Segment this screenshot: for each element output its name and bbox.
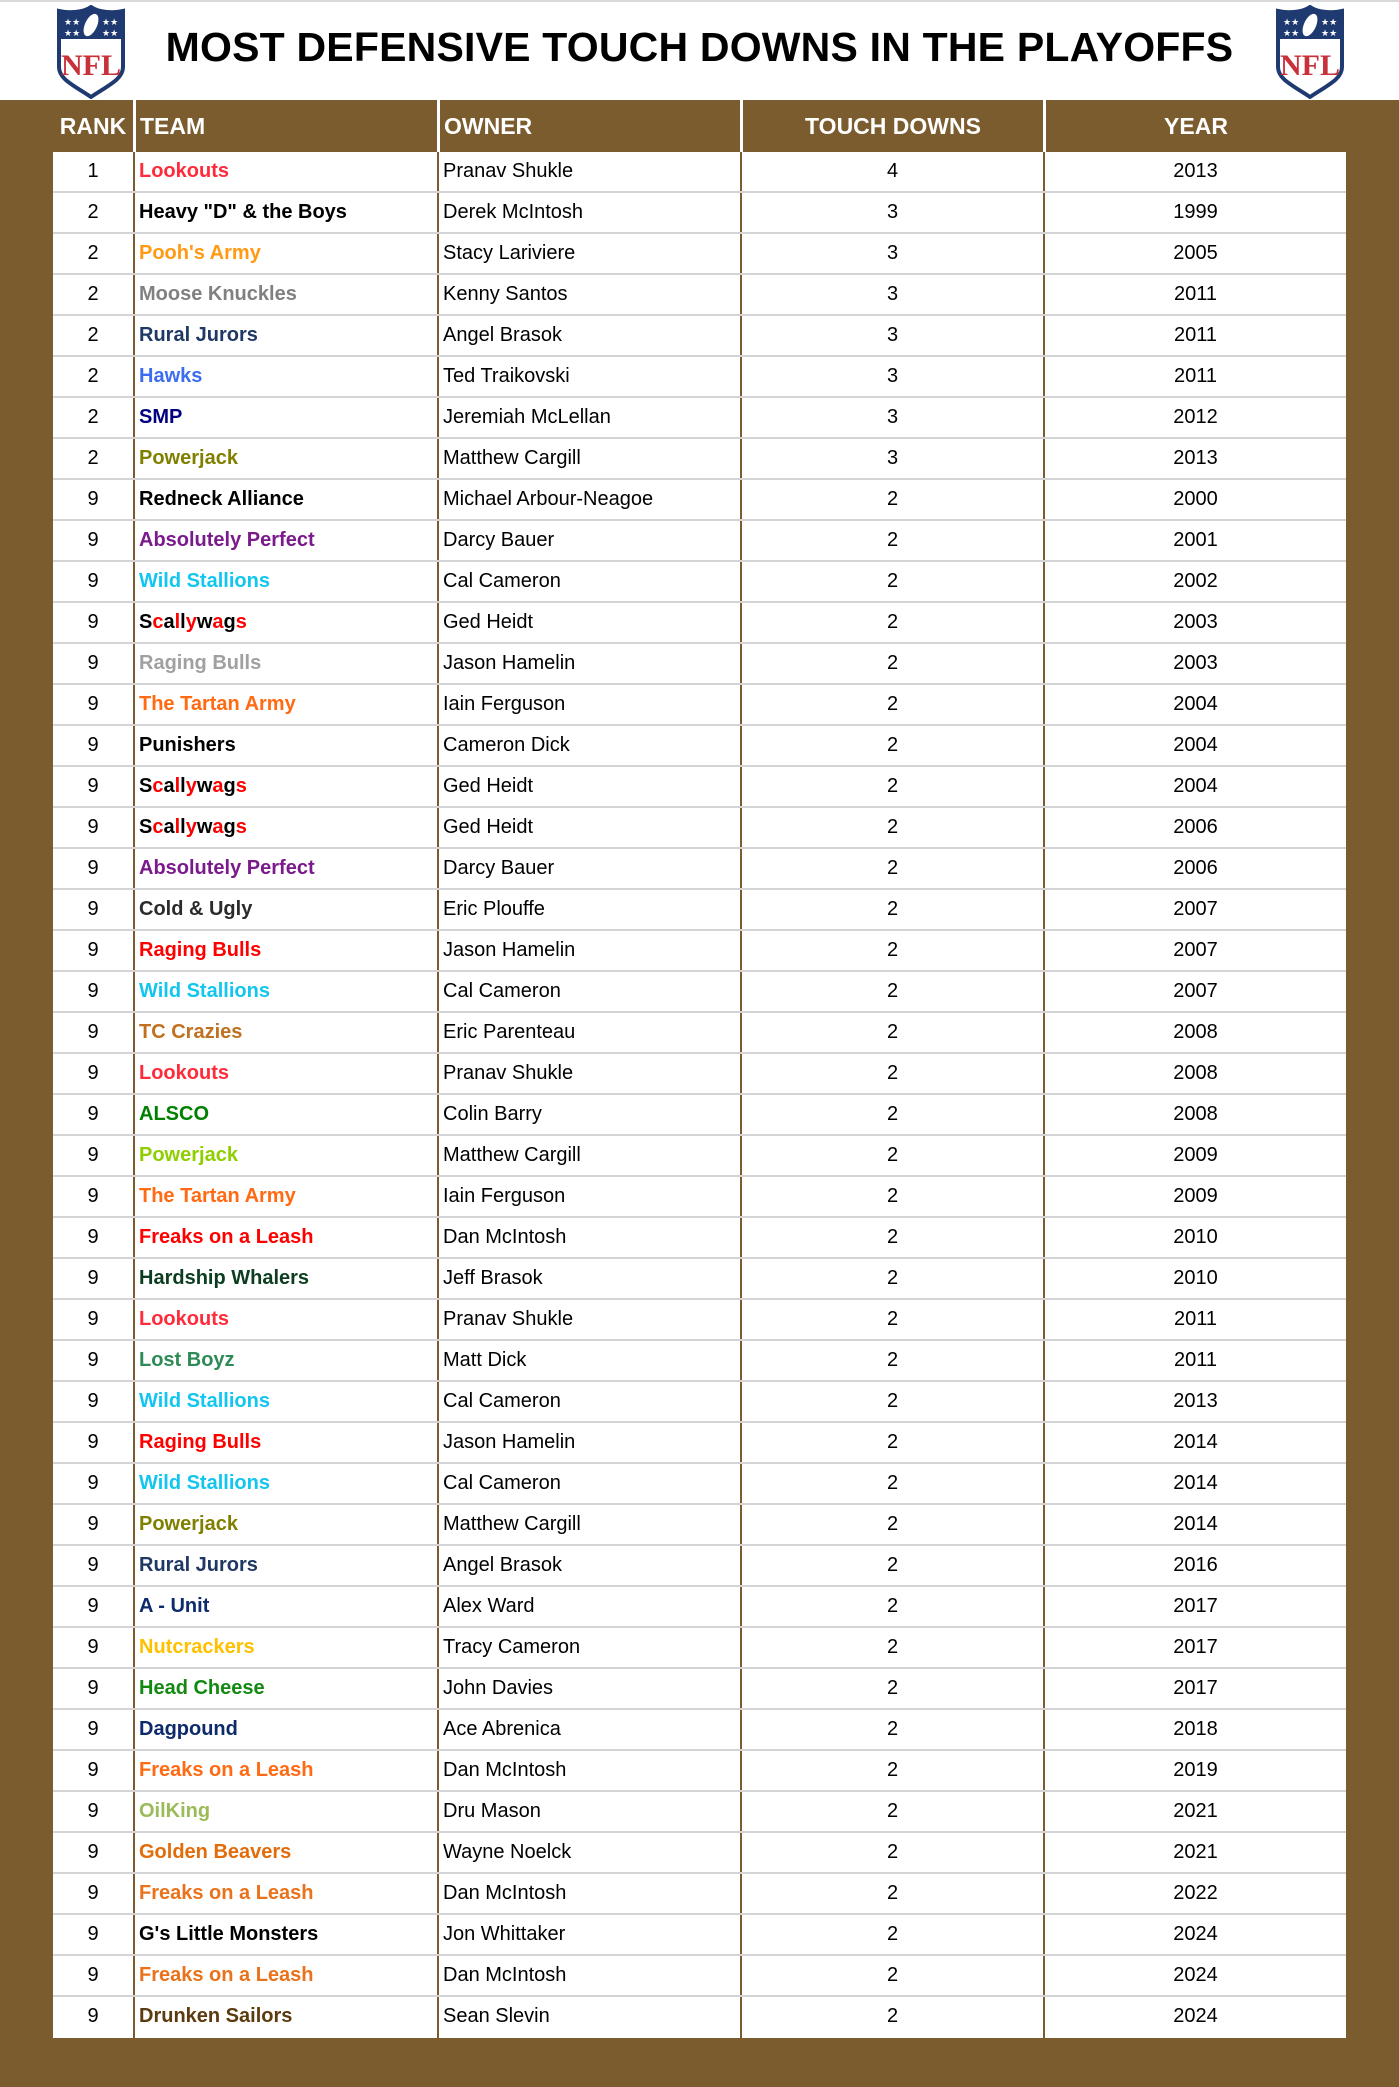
- touch-downs-cell[interactable]: 2: [740, 1300, 1043, 1339]
- owner-cell[interactable]: Eric Plouffe: [437, 890, 740, 929]
- touch-downs-cell[interactable]: 2: [740, 1218, 1043, 1257]
- year-cell[interactable]: 2022: [1043, 1874, 1346, 1913]
- table-row: [53, 1382, 1346, 1423]
- rank-cell[interactable]: 9: [87, 1759, 99, 1781]
- touch-downs-cell[interactable]: 2: [740, 1423, 1043, 1462]
- rank-cell[interactable]: 9: [87, 1431, 99, 1453]
- year-cell[interactable]: 2009: [1043, 1136, 1346, 1175]
- year-cell[interactable]: 2011: [1043, 357, 1346, 396]
- rank-cell[interactable]: 2: [87, 242, 99, 264]
- team-cell[interactable]: Raging Bulls: [133, 931, 437, 970]
- table-row: [53, 439, 1346, 480]
- year-cell[interactable]: 2004: [1043, 685, 1346, 724]
- team-cell[interactable]: Scallywags: [133, 767, 437, 806]
- team-cell[interactable]: Rural Jurors: [133, 316, 437, 355]
- rank-cell[interactable]: 9: [87, 1964, 99, 1986]
- owner-cell[interactable]: Stacy Lariviere: [437, 234, 740, 273]
- rank-cell[interactable]: 2: [87, 447, 99, 469]
- touch-downs-cell[interactable]: 3: [740, 275, 1043, 314]
- team-cell[interactable]: Heavy "D" & the Boys: [133, 193, 437, 232]
- column-header-team[interactable]: TEAM: [133, 100, 437, 152]
- table-row: [53, 152, 1346, 193]
- rank-cell[interactable]: 9: [87, 775, 99, 797]
- owner-cell[interactable]: Eric Parenteau: [437, 1013, 740, 1052]
- table-row: [53, 1095, 1346, 1136]
- owner-cell[interactable]: Colin Barry: [437, 1095, 740, 1134]
- rank-cell[interactable]: 9: [87, 1103, 99, 1125]
- owner-cell[interactable]: Cal Cameron: [437, 1464, 740, 1503]
- rank-cell[interactable]: 9: [87, 1677, 99, 1699]
- svg-text:★★: ★★: [102, 18, 119, 28]
- table-row: [53, 1423, 1346, 1464]
- touch-downs-cell[interactable]: 3: [740, 193, 1043, 232]
- year-cell[interactable]: 2006: [1043, 849, 1346, 888]
- rank-cell[interactable]: 9: [87, 1636, 99, 1658]
- owner-cell[interactable]: Dan McIntosh: [437, 1874, 740, 1913]
- rank-cell[interactable]: 2: [87, 201, 99, 223]
- year-cell[interactable]: 2004: [1043, 767, 1346, 806]
- column-header-touch-downs[interactable]: TOUCH DOWNS: [740, 100, 1043, 152]
- touch-downs-cell[interactable]: 2: [740, 644, 1043, 683]
- touch-downs-cell[interactable]: 2: [740, 1628, 1043, 1667]
- team-cell[interactable]: Freaks on a Leash: [133, 1956, 437, 1995]
- team-cell[interactable]: Hardship Whalers: [133, 1259, 437, 1298]
- owner-cell[interactable]: Pranav Shukle: [437, 152, 740, 191]
- owner-cell[interactable]: Jon Whittaker: [437, 1915, 740, 1954]
- owner-cell[interactable]: Angel Brasok: [437, 316, 740, 355]
- touch-downs-cell[interactable]: 2: [740, 562, 1043, 601]
- touch-downs-cell[interactable]: 2: [740, 1587, 1043, 1626]
- table-row: [53, 1054, 1346, 1095]
- team-cell[interactable]: Freaks on a Leash: [133, 1874, 437, 1913]
- table-row: [53, 521, 1346, 562]
- rank-cell[interactable]: 9: [87, 1390, 99, 1412]
- owner-cell[interactable]: Sean Slevin: [437, 1997, 740, 2038]
- team-cell[interactable]: Scallywags: [133, 808, 437, 847]
- table-row: [53, 1997, 1346, 2038]
- rank-cell[interactable]: 9: [87, 529, 99, 551]
- table-row: [53, 726, 1346, 767]
- table-row: [53, 1915, 1346, 1956]
- touch-downs-cell[interactable]: 2: [740, 1054, 1043, 1093]
- svg-text:NFL: NFL: [1280, 49, 1340, 82]
- touch-downs-cell[interactable]: 2: [740, 603, 1043, 642]
- team-cell[interactable]: Lost Boyz: [133, 1341, 437, 1380]
- touch-downs-cell[interactable]: 4: [740, 152, 1043, 191]
- rank-cell[interactable]: 9: [87, 1062, 99, 1084]
- table-row: [53, 1628, 1346, 1669]
- team-cell[interactable]: Absolutely Perfect: [133, 521, 437, 560]
- year-cell[interactable]: 2003: [1043, 644, 1346, 683]
- year-cell[interactable]: 2007: [1043, 972, 1346, 1011]
- owner-cell[interactable]: Jeff Brasok: [437, 1259, 740, 1298]
- owner-cell[interactable]: Iain Ferguson: [437, 685, 740, 724]
- year-cell[interactable]: 2024: [1043, 1997, 1346, 2038]
- year-cell[interactable]: 2011: [1043, 316, 1346, 355]
- team-cell[interactable]: Dagpound: [133, 1710, 437, 1749]
- touch-downs-cell[interactable]: 2: [740, 1833, 1043, 1872]
- year-cell[interactable]: 2004: [1043, 726, 1346, 765]
- touch-downs-cell[interactable]: 2: [740, 1013, 1043, 1052]
- year-cell[interactable]: 2013: [1043, 439, 1346, 478]
- table-row: [53, 1259, 1346, 1300]
- table-row: [53, 1874, 1346, 1915]
- nfl-logo-icon: [53, 5, 129, 99]
- team-cell[interactable]: Nutcrackers: [133, 1628, 437, 1667]
- table-row: [53, 808, 1346, 849]
- year-cell[interactable]: 2011: [1043, 275, 1346, 314]
- svg-text:★★: ★★: [1321, 29, 1338, 39]
- team-cell[interactable]: Powerjack: [133, 439, 437, 478]
- table-row: [53, 931, 1346, 972]
- svg-text:★★: ★★: [1283, 18, 1300, 28]
- owner-cell[interactable]: Cal Cameron: [437, 562, 740, 601]
- rank-cell[interactable]: 9: [87, 1595, 99, 1617]
- team-cell[interactable]: Wild Stallions: [133, 972, 437, 1011]
- touch-downs-cell[interactable]: 3: [740, 357, 1043, 396]
- rank-cell[interactable]: 9: [87, 2005, 99, 2027]
- year-cell[interactable]: 2013: [1043, 1382, 1346, 1421]
- rank-cell[interactable]: 9: [87, 939, 99, 961]
- owner-cell[interactable]: Kenny Santos: [437, 275, 740, 314]
- team-cell[interactable]: Scallywags: [133, 603, 437, 642]
- svg-text:★★: ★★: [1283, 29, 1300, 39]
- owner-cell[interactable]: Dru Mason: [437, 1792, 740, 1831]
- svg-text:NFL: NFL: [61, 49, 121, 82]
- team-cell[interactable]: The Tartan Army: [133, 685, 437, 724]
- owner-cell[interactable]: Cal Cameron: [437, 972, 740, 1011]
- touch-downs-cell[interactable]: 2: [740, 1874, 1043, 1913]
- rank-cell[interactable]: 9: [87, 1513, 99, 1535]
- table-row: [53, 1177, 1346, 1218]
- rank-cell[interactable]: 9: [87, 1226, 99, 1248]
- rank-cell[interactable]: 2: [87, 365, 99, 387]
- team-cell[interactable]: Golden Beavers: [133, 1833, 437, 1872]
- year-cell[interactable]: 2006: [1043, 808, 1346, 847]
- touch-downs-cell[interactable]: 3: [740, 398, 1043, 437]
- team-cell[interactable]: Absolutely Perfect: [133, 849, 437, 888]
- rank-cell[interactable]: 9: [87, 1800, 99, 1822]
- title-band: [0, 0, 1399, 100]
- year-cell[interactable]: 2001: [1043, 521, 1346, 560]
- team-cell[interactable]: Redneck Alliance: [133, 480, 437, 519]
- team-cell[interactable]: Freaks on a Leash: [133, 1218, 437, 1257]
- table-row: [53, 644, 1346, 685]
- rank-cell[interactable]: 9: [87, 1308, 99, 1330]
- owner-cell[interactable]: John Davies: [437, 1669, 740, 1708]
- owner-cell[interactable]: Darcy Bauer: [437, 521, 740, 560]
- rank-cell[interactable]: 1: [87, 160, 99, 182]
- team-cell[interactable]: Moose Knuckles: [133, 275, 437, 314]
- team-cell[interactable]: Drunken Sailors: [133, 1997, 437, 2038]
- owner-cell[interactable]: Ace Abrenica: [437, 1710, 740, 1749]
- team-cell[interactable]: Wild Stallions: [133, 1464, 437, 1503]
- year-cell[interactable]: 2007: [1043, 890, 1346, 929]
- team-cell[interactable]: Lookouts: [133, 1054, 437, 1093]
- touch-downs-cell[interactable]: 2: [740, 849, 1043, 888]
- owner-cell[interactable]: Angel Brasok: [437, 1546, 740, 1585]
- svg-text:★★: ★★: [102, 29, 119, 39]
- year-cell[interactable]: 2017: [1043, 1669, 1346, 1708]
- table-row: [53, 685, 1346, 726]
- table-row: [53, 1956, 1346, 1997]
- year-cell[interactable]: 2021: [1043, 1833, 1346, 1872]
- owner-cell[interactable]: Cameron Dick: [437, 726, 740, 765]
- rank-cell[interactable]: 9: [87, 1021, 99, 1043]
- owner-cell[interactable]: Matthew Cargill: [437, 1505, 740, 1544]
- touch-downs-cell[interactable]: 2: [740, 767, 1043, 806]
- team-cell[interactable]: A - Unit: [133, 1587, 437, 1626]
- owner-cell[interactable]: Cal Cameron: [437, 1382, 740, 1421]
- team-cell[interactable]: TC Crazies: [133, 1013, 437, 1052]
- touch-downs-cell[interactable]: 3: [740, 439, 1043, 478]
- table-row: [53, 603, 1346, 644]
- owner-cell[interactable]: Jason Hamelin: [437, 931, 740, 970]
- touch-downs-cell[interactable]: 2: [740, 1546, 1043, 1585]
- touch-downs-cell[interactable]: 2: [740, 808, 1043, 847]
- owner-cell[interactable]: Jason Hamelin: [437, 1423, 740, 1462]
- rank-cell[interactable]: 2: [87, 324, 99, 346]
- svg-text:★★: ★★: [1321, 18, 1338, 28]
- rank-cell[interactable]: 9: [87, 898, 99, 920]
- team-cell[interactable]: Rural Jurors: [133, 1546, 437, 1585]
- year-cell[interactable]: 2008: [1043, 1095, 1346, 1134]
- table-row: [53, 1792, 1346, 1833]
- rank-cell[interactable]: 9: [87, 1472, 99, 1494]
- year-cell[interactable]: 2009: [1043, 1177, 1346, 1216]
- year-cell[interactable]: 2011: [1043, 1341, 1346, 1380]
- touch-downs-cell[interactable]: 2: [740, 1997, 1043, 2038]
- team-cell[interactable]: Powerjack: [133, 1505, 437, 1544]
- year-cell[interactable]: 2021: [1043, 1792, 1346, 1831]
- rank-cell[interactable]: 9: [87, 1267, 99, 1289]
- rank-cell[interactable]: 9: [87, 1144, 99, 1166]
- team-cell[interactable]: Pooh's Army: [133, 234, 437, 273]
- table-row: [53, 357, 1346, 398]
- touch-downs-cell[interactable]: 3: [740, 316, 1043, 355]
- rank-cell[interactable]: 9: [87, 488, 99, 510]
- team-cell[interactable]: Lookouts: [133, 152, 437, 191]
- year-cell[interactable]: 2014: [1043, 1505, 1346, 1544]
- touch-downs-cell[interactable]: 3: [740, 234, 1043, 273]
- year-cell[interactable]: 2003: [1043, 603, 1346, 642]
- owner-cell[interactable]: Matthew Cargill: [437, 1136, 740, 1175]
- touch-downs-cell[interactable]: 2: [740, 1669, 1043, 1708]
- rank-cell[interactable]: 9: [87, 570, 99, 592]
- year-cell[interactable]: 2010: [1043, 1218, 1346, 1257]
- table-row: [53, 1710, 1346, 1751]
- year-cell[interactable]: 2008: [1043, 1013, 1346, 1052]
- touch-downs-cell[interactable]: 2: [740, 1956, 1043, 1995]
- touch-downs-cell[interactable]: 2: [740, 1792, 1043, 1831]
- team-cell[interactable]: Cold & Ugly: [133, 890, 437, 929]
- touch-downs-cell[interactable]: 2: [740, 1505, 1043, 1544]
- table-row: [53, 1669, 1346, 1710]
- column-header-rank[interactable]: RANK: [59, 113, 127, 139]
- team-cell[interactable]: Wild Stallions: [133, 1382, 437, 1421]
- table-row: [53, 1218, 1346, 1259]
- owner-cell[interactable]: Jeremiah McLellan: [437, 398, 740, 437]
- touch-downs-cell[interactable]: 2: [740, 1915, 1043, 1954]
- table-row: [53, 972, 1346, 1013]
- page-title: MOST DEFENSIVE TOUCH DOWNS IN THE PLAYOFFS: [165, 24, 1234, 70]
- owner-cell[interactable]: Pranav Shukle: [437, 1054, 740, 1093]
- touch-downs-cell[interactable]: 2: [740, 1464, 1043, 1503]
- table-row: [53, 1136, 1346, 1177]
- year-cell[interactable]: 2019: [1043, 1751, 1346, 1790]
- touch-downs-cell[interactable]: 2: [740, 521, 1043, 560]
- team-cell[interactable]: Hawks: [133, 357, 437, 396]
- rank-cell[interactable]: 9: [87, 1554, 99, 1576]
- touch-downs-cell[interactable]: 2: [740, 972, 1043, 1011]
- table-row: [53, 398, 1346, 439]
- team-cell[interactable]: Lookouts: [133, 1300, 437, 1339]
- touch-downs-cell[interactable]: 2: [740, 1751, 1043, 1790]
- table-row: [53, 1505, 1346, 1546]
- team-cell[interactable]: Raging Bulls: [133, 1423, 437, 1462]
- table-row: [53, 1341, 1346, 1382]
- year-cell[interactable]: 2016: [1043, 1546, 1346, 1585]
- year-cell[interactable]: 2002: [1043, 562, 1346, 601]
- table-row: [53, 849, 1346, 890]
- table-row: [53, 1587, 1346, 1628]
- touch-downs-cell[interactable]: 2: [740, 1382, 1043, 1421]
- team-cell[interactable]: Raging Bulls: [133, 644, 437, 683]
- table-row: [53, 1464, 1346, 1505]
- team-cell[interactable]: The Tartan Army: [133, 1177, 437, 1216]
- owner-cell[interactable]: Dan McIntosh: [437, 1218, 740, 1257]
- rank-cell[interactable]: 9: [87, 1718, 99, 1740]
- owner-cell[interactable]: Derek McIntosh: [437, 193, 740, 232]
- touch-downs-cell[interactable]: 2: [740, 1341, 1043, 1380]
- touch-downs-cell[interactable]: 2: [740, 890, 1043, 929]
- rank-cell[interactable]: 9: [87, 1841, 99, 1863]
- rank-cell[interactable]: 9: [87, 611, 99, 633]
- table-row: [53, 890, 1346, 931]
- owner-cell[interactable]: Pranav Shukle: [437, 1300, 740, 1339]
- year-cell[interactable]: 2013: [1043, 152, 1346, 191]
- owner-cell[interactable]: Dan McIntosh: [437, 1956, 740, 1995]
- touch-downs-cell[interactable]: 2: [740, 931, 1043, 970]
- table-row: [53, 316, 1346, 357]
- year-cell[interactable]: 2000: [1043, 480, 1346, 519]
- owner-cell[interactable]: Tracy Cameron: [437, 1628, 740, 1667]
- owner-cell[interactable]: Matthew Cargill: [437, 439, 740, 478]
- year-cell[interactable]: 2007: [1043, 931, 1346, 970]
- touch-downs-cell[interactable]: 2: [740, 480, 1043, 519]
- rank-cell[interactable]: 9: [87, 1882, 99, 1904]
- rank-cell[interactable]: 9: [87, 816, 99, 838]
- year-cell[interactable]: 2008: [1043, 1054, 1346, 1093]
- year-cell[interactable]: 1999: [1043, 193, 1346, 232]
- team-cell[interactable]: Powerjack: [133, 1136, 437, 1175]
- rank-cell[interactable]: 9: [87, 1349, 99, 1371]
- team-cell[interactable]: G's Little Monsters: [133, 1915, 437, 1954]
- touch-downs-cell[interactable]: 2: [740, 1177, 1043, 1216]
- touch-downs-cell[interactable]: 2: [740, 1710, 1043, 1749]
- table-row: [53, 767, 1346, 808]
- year-cell[interactable]: 2012: [1043, 398, 1346, 437]
- owner-cell[interactable]: Michael Arbour-Neagoe: [437, 480, 740, 519]
- nfl-logo-icon: [1272, 5, 1348, 99]
- owner-cell[interactable]: Ged Heidt: [437, 603, 740, 642]
- table-row: [53, 1751, 1346, 1792]
- team-cell[interactable]: OilKing: [133, 1792, 437, 1831]
- table-row: [53, 480, 1346, 521]
- rank-cell[interactable]: 9: [87, 1923, 99, 1945]
- year-cell[interactable]: 2024: [1043, 1956, 1346, 1995]
- rank-cell[interactable]: 9: [87, 693, 99, 715]
- owner-cell[interactable]: Matt Dick: [437, 1341, 740, 1380]
- year-cell[interactable]: 2018: [1043, 1710, 1346, 1749]
- table-row: [53, 234, 1346, 275]
- table-row: [53, 193, 1346, 234]
- column-header-owner[interactable]: OWNER: [437, 100, 740, 152]
- column-header-year[interactable]: YEAR: [1043, 100, 1346, 152]
- year-cell[interactable]: 2014: [1043, 1464, 1346, 1503]
- table-row: [53, 1300, 1346, 1341]
- owner-cell[interactable]: Alex Ward: [437, 1587, 740, 1626]
- year-cell[interactable]: 2014: [1043, 1423, 1346, 1462]
- touch-downs-cell[interactable]: 2: [740, 1136, 1043, 1175]
- owner-cell[interactable]: Ged Heidt: [437, 808, 740, 847]
- team-cell[interactable]: Wild Stallions: [133, 562, 437, 601]
- team-cell[interactable]: ALSCO: [133, 1095, 437, 1134]
- owner-cell[interactable]: Ted Traikovski: [437, 357, 740, 396]
- table-header: [53, 100, 1346, 152]
- team-cell[interactable]: SMP: [133, 398, 437, 437]
- year-cell[interactable]: 2017: [1043, 1628, 1346, 1667]
- owner-cell[interactable]: Wayne Noelck: [437, 1833, 740, 1872]
- rank-cell[interactable]: 9: [87, 857, 99, 879]
- rank-cell[interactable]: 9: [87, 980, 99, 1002]
- team-cell[interactable]: Freaks on a Leash: [133, 1751, 437, 1790]
- touch-downs-cell[interactable]: 2: [740, 726, 1043, 765]
- rank-cell[interactable]: 2: [87, 283, 99, 305]
- year-cell[interactable]: 2011: [1043, 1300, 1346, 1339]
- table-row: [53, 1833, 1346, 1874]
- team-cell[interactable]: Head Cheese: [133, 1669, 437, 1708]
- touch-downs-cell[interactable]: 2: [740, 1095, 1043, 1134]
- owner-cell[interactable]: Iain Ferguson: [437, 1177, 740, 1216]
- owner-cell[interactable]: Ged Heidt: [437, 767, 740, 806]
- owner-cell[interactable]: Jason Hamelin: [437, 644, 740, 683]
- svg-text:★★: ★★: [64, 18, 81, 28]
- owner-cell[interactable]: Darcy Bauer: [437, 849, 740, 888]
- year-cell[interactable]: 2017: [1043, 1587, 1346, 1626]
- touch-downs-cell[interactable]: 2: [740, 685, 1043, 724]
- touchdowns-table: [53, 152, 1346, 2038]
- year-cell[interactable]: 2010: [1043, 1259, 1346, 1298]
- year-cell[interactable]: 2005: [1043, 234, 1346, 273]
- svg-text:★★: ★★: [64, 29, 81, 39]
- year-cell[interactable]: 2024: [1043, 1915, 1346, 1954]
- table-row: [53, 1546, 1346, 1587]
- rank-cell[interactable]: 2: [87, 406, 99, 428]
- team-cell[interactable]: Punishers: [133, 726, 437, 765]
- rank-cell[interactable]: 9: [87, 1185, 99, 1207]
- rank-cell[interactable]: 9: [87, 734, 99, 756]
- touch-downs-cell[interactable]: 2: [740, 1259, 1043, 1298]
- owner-cell[interactable]: Dan McIntosh: [437, 1751, 740, 1790]
- table-row: [53, 275, 1346, 316]
- rank-cell[interactable]: 9: [87, 652, 99, 674]
- table-row: [53, 562, 1346, 603]
- table-row: [53, 1013, 1346, 1054]
